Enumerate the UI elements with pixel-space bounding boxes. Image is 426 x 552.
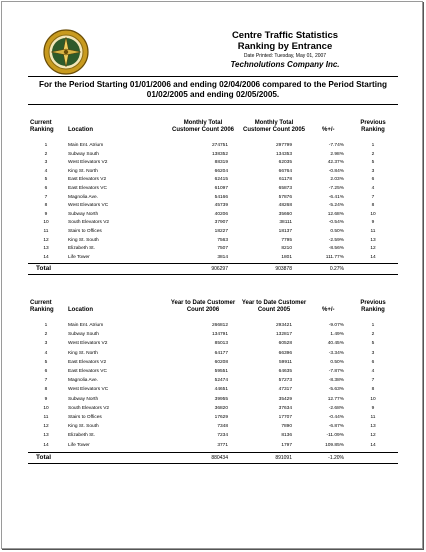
cell-location: East Elevators VC — [68, 369, 107, 374]
cell-pct-change: 2.03% — [330, 177, 344, 183]
cell-pct-change: -6.87% — [328, 424, 344, 430]
total-label: Total — [36, 265, 52, 272]
cell-location: South Elevators V2 — [68, 220, 110, 226]
cell-location: Life Tower — [68, 254, 90, 260]
cell-location: Magnolia Ave. — [68, 378, 99, 384]
cell-count-2005: 66396 — [278, 350, 292, 356]
col-header-ytd-2006: Year to Date Customer Count 2006 — [170, 300, 236, 313]
cell-location: West Elevators V2 — [68, 341, 108, 347]
table-row — [28, 185, 398, 193]
cell-current-ranking: 13 — [43, 246, 49, 252]
cell-previous-ranking: 2 — [371, 332, 375, 338]
report-header — [190, 30, 380, 70]
cell-count-2005: 132817 — [275, 332, 292, 338]
cell-previous-ranking: 3 — [371, 350, 375, 356]
cell-previous-ranking: 2 — [371, 151, 375, 157]
cell-count-2006: 60208 — [214, 359, 228, 365]
cell-count-2005: 38111 — [279, 220, 292, 226]
cell-pct-change: -8.38% — [328, 378, 344, 384]
total-2005: 891091 — [275, 455, 292, 461]
cell-count-2005: 297799 — [275, 143, 292, 148]
period-divider — [28, 104, 398, 105]
table-row — [28, 405, 398, 413]
cell-current-ranking: 9 — [44, 396, 48, 402]
cell-current-ranking: 8 — [44, 387, 48, 393]
cell-previous-ranking: 11 — [370, 229, 376, 234]
cell-count-2006: 40206 — [214, 211, 228, 217]
ytd-total-row — [28, 452, 398, 464]
cell-location: East Elevators V2 — [68, 177, 107, 183]
cell-count-2006: 88319 — [214, 160, 228, 166]
cell-count-2006: 266812 — [211, 323, 228, 328]
cell-previous-ranking: 7 — [371, 194, 375, 200]
cell-previous-ranking: 9 — [371, 405, 375, 411]
cell-count-2005: 57273 — [278, 378, 292, 384]
cell-current-ranking: 2 — [44, 151, 48, 157]
cell-count-2006: 138352 — [211, 151, 228, 157]
cell-previous-ranking: 7 — [371, 378, 375, 384]
col-header-pct: %+/- — [322, 307, 335, 313]
cell-location: Stairs to Offices — [68, 415, 102, 420]
cell-count-2006: 274751 — [211, 143, 228, 148]
cell-count-2006: 134791 — [211, 332, 228, 338]
cell-current-ranking: 14 — [43, 442, 49, 448]
cell-pct-change: -0.54% — [328, 220, 344, 226]
cell-current-ranking: 12 — [43, 424, 49, 430]
cell-current-ranking: 5 — [44, 359, 48, 365]
cell-count-2006: 7507 — [217, 246, 228, 252]
cell-current-ranking: 7 — [44, 194, 48, 200]
cell-location: West Elevators VC — [68, 203, 109, 209]
cell-previous-ranking: 12 — [370, 246, 376, 252]
cell-pct-change: -3.34% — [328, 350, 344, 356]
cell-previous-ranking: 9 — [371, 220, 375, 226]
cell-location: King St. South — [68, 237, 99, 243]
cell-pct-change: -2.59% — [328, 237, 344, 243]
report-title: Centre Traffic Statistics — [231, 30, 339, 41]
cell-current-ranking: 1 — [44, 143, 48, 148]
cell-pct-change: 109.85% — [325, 442, 344, 448]
cell-count-2005: 35660 — [278, 211, 292, 217]
cell-current-ranking: 8 — [44, 203, 48, 209]
cell-pct-change: -5.24% — [328, 203, 344, 209]
table-row — [28, 414, 398, 422]
cell-count-2006: 7563 — [217, 237, 228, 243]
cell-previous-ranking: 14 — [370, 442, 376, 448]
total-2005: 903878 — [275, 266, 292, 272]
cell-previous-ranking: 6 — [371, 177, 375, 183]
table-row — [28, 254, 398, 262]
table-row — [28, 142, 398, 150]
table-row — [28, 219, 398, 227]
cell-pct-change: -11.09% — [326, 433, 344, 439]
cell-count-2006: 18227 — [214, 229, 228, 234]
cell-current-ranking: 11 — [43, 229, 49, 234]
col-header-pct: %+/- — [322, 127, 335, 133]
cell-count-2005: 18137 — [278, 229, 292, 234]
cell-pct-change: -7.25% — [328, 186, 344, 191]
cell-pct-change: -0.44% — [328, 415, 344, 420]
cell-previous-ranking: 8 — [371, 203, 375, 209]
cell-pct-change: 12.68% — [327, 211, 344, 217]
table-row — [28, 340, 398, 348]
cell-previous-ranking: 11 — [370, 415, 376, 420]
cell-location: Life Tower — [68, 442, 90, 448]
cell-count-2005: 7890 — [281, 424, 292, 430]
cell-current-ranking: 6 — [44, 369, 48, 374]
cell-count-2005: 61178 — [279, 177, 292, 183]
table-row — [28, 442, 398, 450]
cell-count-2006: 64177 — [214, 350, 228, 356]
cell-location: Stairs to Offices — [68, 229, 102, 234]
cell-pct-change: -2.68% — [328, 405, 344, 411]
cell-current-ranking: 2 — [44, 332, 48, 338]
col-header-current-ranking: Current Ranking — [30, 300, 54, 313]
cell-current-ranking: 6 — [44, 186, 48, 191]
cell-current-ranking: 10 — [43, 405, 49, 411]
cell-previous-ranking: 8 — [371, 387, 375, 393]
cell-pct-change: -7.87% — [328, 369, 344, 374]
cell-current-ranking: 11 — [43, 415, 49, 420]
company-name: Technolutions Company Inc. — [230, 60, 340, 69]
col-header-current-ranking: Current Ranking — [30, 120, 54, 133]
cell-current-ranking: 4 — [44, 168, 48, 174]
cell-current-ranking: 4 — [44, 350, 48, 356]
cell-pct-change: 1.49% — [330, 332, 344, 338]
col-header-monthly-2005: Monthly Total Customer Count 2005 — [242, 120, 305, 133]
table-row — [28, 237, 398, 245]
cell-previous-ranking: 5 — [371, 341, 375, 347]
cell-current-ranking: 3 — [44, 160, 48, 166]
cell-current-ranking: 9 — [44, 211, 48, 217]
cell-location: King St. North — [68, 168, 98, 174]
cell-count-2005: 8136 — [281, 433, 292, 439]
cell-previous-ranking: 4 — [371, 369, 375, 374]
total-2006: 880434 — [211, 455, 228, 461]
cell-previous-ranking: 6 — [371, 359, 375, 365]
cell-location: King St. North — [68, 350, 98, 356]
cell-pct-change: 42.37% — [327, 160, 344, 166]
cell-count-2005: 62035 — [278, 160, 292, 166]
cell-location: South Elevators V2 — [68, 405, 110, 411]
cell-current-ranking: 1 — [44, 323, 48, 328]
cell-location: West Elevators V2 — [68, 160, 108, 166]
table-row — [28, 322, 398, 330]
cell-count-2006: 44651 — [214, 387, 228, 393]
table-row — [28, 368, 398, 376]
cell-pct-change: 0.50% — [330, 359, 344, 365]
table-row — [28, 377, 398, 385]
date-printed: Date Printed: Tuesday, May 01, 2007 — [243, 53, 327, 59]
col-header-ytd-2005: Year to Date Customer Count 2005 — [241, 300, 307, 313]
cell-count-2006: 37907 — [214, 220, 228, 226]
col-header-previous-ranking: Previous Ranking — [360, 120, 386, 133]
cell-pct-change: -7.74% — [328, 143, 344, 148]
cell-previous-ranking: 1 — [371, 143, 375, 148]
cell-location: Main Ent. Atrium — [68, 143, 104, 148]
cell-count-2006: 85013 — [214, 341, 228, 347]
cell-count-2006: 7348 — [217, 424, 228, 430]
cell-pct-change: 0.50% — [330, 229, 344, 234]
cell-location: Subway North — [68, 211, 99, 217]
cell-count-2005: 8210 — [281, 246, 292, 252]
cell-location: Subway North — [68, 396, 99, 402]
period-description: For the Period Starting 01/01/2006 and ending 02/04/2006 compared to the Period Starting 01/02/2005 and ending 02/05/2005. — [38, 80, 388, 99]
cell-pct-change: 40.45% — [327, 341, 344, 347]
cell-count-2006: 45739 — [214, 203, 228, 209]
cell-pct-change: -8.56% — [328, 246, 344, 252]
cell-location: Elizabeth St. — [68, 433, 95, 439]
cell-count-2006: 39955 — [214, 396, 228, 402]
cell-count-2005: 47317 — [278, 387, 292, 393]
table-row — [28, 386, 398, 394]
total-label: Total — [36, 454, 52, 461]
cell-count-2005: 48268 — [278, 203, 292, 209]
cell-count-2006: 3771 — [217, 442, 228, 448]
cell-count-2006: 66204 — [214, 168, 228, 174]
cell-count-2005: 17707 — [278, 415, 292, 420]
table-row — [28, 168, 398, 176]
cell-count-2005: 66764 — [278, 168, 292, 174]
cell-pct-change: 111.77% — [325, 254, 344, 260]
total-pct: 0.27% — [329, 266, 344, 272]
cell-location: King St. South — [68, 424, 99, 430]
table-row — [28, 228, 398, 236]
cell-pct-change: -9.07% — [328, 323, 344, 328]
cell-previous-ranking: 10 — [370, 396, 376, 402]
cell-current-ranking: 10 — [43, 220, 49, 226]
col-header-monthly-2006: Monthly Total Customer Count 2006 — [171, 120, 234, 133]
report-subtitle: Ranking by Entrance — [237, 41, 333, 52]
col-header-previous-ranking: Previous Ranking — [360, 300, 386, 313]
cell-count-2005: 59911 — [279, 359, 292, 365]
table-row — [28, 245, 398, 253]
cell-location: Subway South — [68, 332, 99, 338]
cell-previous-ranking: 13 — [370, 424, 376, 430]
cell-count-2005: 37634 — [278, 405, 292, 411]
cell-count-2006: 61097 — [214, 186, 228, 191]
table-row — [28, 423, 398, 431]
cell-location: Main Ent. Atrium — [68, 323, 104, 328]
cell-location: East Elevators VC — [68, 186, 107, 191]
table-row — [28, 350, 398, 358]
cell-location: Subway South — [68, 151, 99, 157]
cell-current-ranking: 7 — [44, 378, 48, 384]
cell-location: Elizabeth St. — [68, 246, 95, 252]
table-row — [28, 194, 398, 202]
cell-pct-change: -5.63% — [328, 387, 344, 393]
cell-previous-ranking: 4 — [371, 186, 375, 191]
cell-current-ranking: 5 — [44, 177, 48, 183]
cell-current-ranking: 3 — [44, 341, 48, 347]
cell-previous-ranking: 14 — [370, 254, 376, 260]
monthly-total-row — [28, 263, 398, 275]
table-row — [28, 331, 398, 339]
cell-previous-ranking: 5 — [371, 160, 375, 166]
cell-pct-change: -6.41% — [328, 194, 344, 200]
table-row — [28, 202, 398, 210]
cell-count-2005: 57876 — [278, 194, 292, 200]
cell-count-2006: 59551 — [214, 369, 228, 374]
cell-pct-change: -0.84% — [328, 168, 344, 174]
cell-previous-ranking: 12 — [370, 433, 376, 439]
cell-count-2005: 1797 — [281, 442, 292, 448]
cell-current-ranking: 13 — [43, 433, 49, 439]
total-2006: 906297 — [211, 266, 228, 272]
table-row — [28, 432, 398, 440]
cell-count-2006: 62415 — [214, 177, 228, 183]
cell-current-ranking: 14 — [43, 254, 49, 260]
table-row — [28, 151, 398, 159]
table-row — [28, 159, 398, 167]
cell-location: Magnolia Ave. — [68, 194, 99, 200]
compass-logo — [42, 28, 90, 76]
cell-count-2005: 65873 — [278, 186, 292, 191]
cell-count-2005: 35429 — [278, 396, 292, 402]
cell-count-2006: 36820 — [214, 405, 228, 411]
cell-count-2006: 52474 — [214, 378, 228, 384]
table-row — [28, 359, 398, 367]
cell-pct-change: 12.77% — [327, 396, 344, 402]
cell-location: East Elevators V2 — [68, 359, 107, 365]
cell-count-2005: 7795 — [281, 237, 292, 243]
cell-count-2005: 293421 — [275, 323, 292, 328]
cell-count-2006: 3814 — [217, 254, 228, 260]
cell-count-2005: 134353 — [275, 151, 292, 157]
table-row — [28, 211, 398, 219]
cell-count-2005: 64635 — [278, 369, 292, 374]
cell-location: West Elevators VC — [68, 387, 109, 393]
total-pct: -1.20% — [328, 455, 344, 461]
cell-previous-ranking: 3 — [371, 168, 375, 174]
cell-current-ranking: 12 — [43, 237, 49, 243]
cell-count-2006: 54166 — [214, 194, 228, 200]
cell-pct-change: 2.98% — [330, 151, 344, 157]
cell-previous-ranking: 10 — [370, 211, 376, 217]
cell-previous-ranking: 1 — [371, 323, 375, 328]
cell-count-2006: 17629 — [214, 415, 228, 420]
cell-previous-ranking: 13 — [370, 237, 376, 243]
table-row — [28, 176, 398, 184]
cell-count-2005: 1801 — [281, 254, 292, 260]
header-divider — [28, 76, 398, 77]
cell-count-2006: 7234 — [217, 433, 228, 439]
table-row — [28, 396, 398, 404]
col-header-location: Location — [68, 307, 93, 313]
cell-count-2005: 60528 — [278, 341, 292, 347]
col-header-location: Location — [68, 127, 93, 133]
